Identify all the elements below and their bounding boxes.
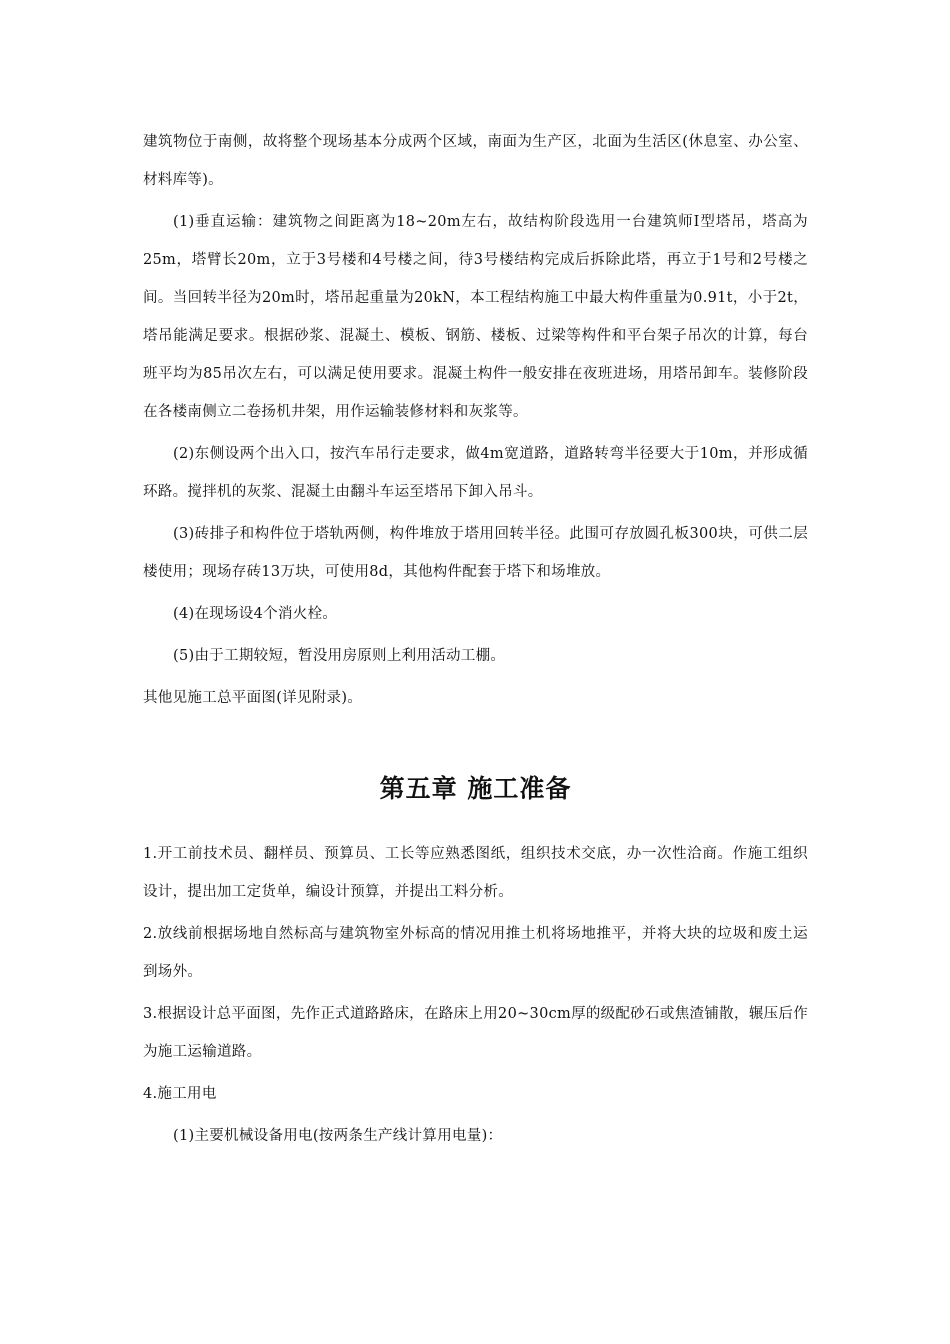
paragraph-item-3: 3.根据设计总平面图，先作正式道路路床，在路床上用20~30cm厚的级配砂石或焦渣铺散，辗压后作为施工运输道路。	[143, 1006, 808, 1060]
paragraph-site-layout: 建筑物位于南侧，故将整个现场基本分成两个区域，南面为生产区，北面为生活区(休息室、办公室、材料库等)。	[143, 134, 808, 188]
document-body	[143, 123, 808, 1155]
paragraph-item-4: 4.施工用电	[143, 1086, 217, 1102]
paragraph-fire-hydrant: (4)在现场设4个消火栓。	[173, 606, 338, 622]
paragraph-item-2: 2.放线前根据场地自然标高与建筑物室外标高的情况用推土机将场地推平，并将大块的垃圾和废土运到场外。	[143, 926, 808, 980]
paragraph-see-appendix: 其他见施工总平面图(详见附录)。	[143, 690, 363, 706]
paragraph-vertical-transport: (1)垂直运输：建筑物之间距离为18~20m左右，故结构阶段选用一台建筑师Ⅰ型塔吊，塔高为25m，塔臂长20m，立于3号楼和4号楼之间，待3号楼结构完成后拆除此塔，再立于1号和2号楼之间。当回转半径为20m时，塔吊起重量为20kN，本工程结构施工中最大构件重量为0.91t，小于2t，塔吊能满足要求。根据砂浆、混凝土、模板、钢筋、楼板、过梁等构件和平台架子吊次的计算，每台班平均为85吊次左右，可以满足使用要求。混凝土构件一般安排在夜班进场，用塔吊卸车。装修阶段在各楼南侧立二卷扬机井架，用作运输装修材料和灰浆等。	[143, 214, 808, 420]
paragraph-east-entrance: (2)东侧设两个出入口，按汽车吊行走要求，做4m宽道路，道路转弯半径要大于10m，并形成循环路。搅拌机的灰浆、混凝土由翻斗车运至塔吊下卸入吊斗。	[143, 446, 808, 500]
paragraph-item-1: 1.开工前技术员、翻样员、预算员、工长等应熟悉图纸，组织技术交底，办一次性洽商。作施工组织设计，提出加工定货单，编设计预算，并提出工料分析。	[143, 846, 808, 900]
paragraph-temporary-sheds: (5)由于工期较短，暂没用房原则上利用活动工棚。	[173, 648, 506, 664]
paragraph-material-storage: (3)砖排子和构件位于塔轨两侧，构件堆放于塔用回转半径。此围可存放圆孔板300块，可供二层楼使用；现场存砖13万块，可使用8d，其他构件配套于塔下和场堆放。	[143, 526, 808, 580]
paragraph-item-4-sub-1: (1)主要机械设备用电(按两条生产线计算用电量)：	[173, 1128, 503, 1144]
chapter-title: 第五章 施工准备	[379, 774, 572, 803]
